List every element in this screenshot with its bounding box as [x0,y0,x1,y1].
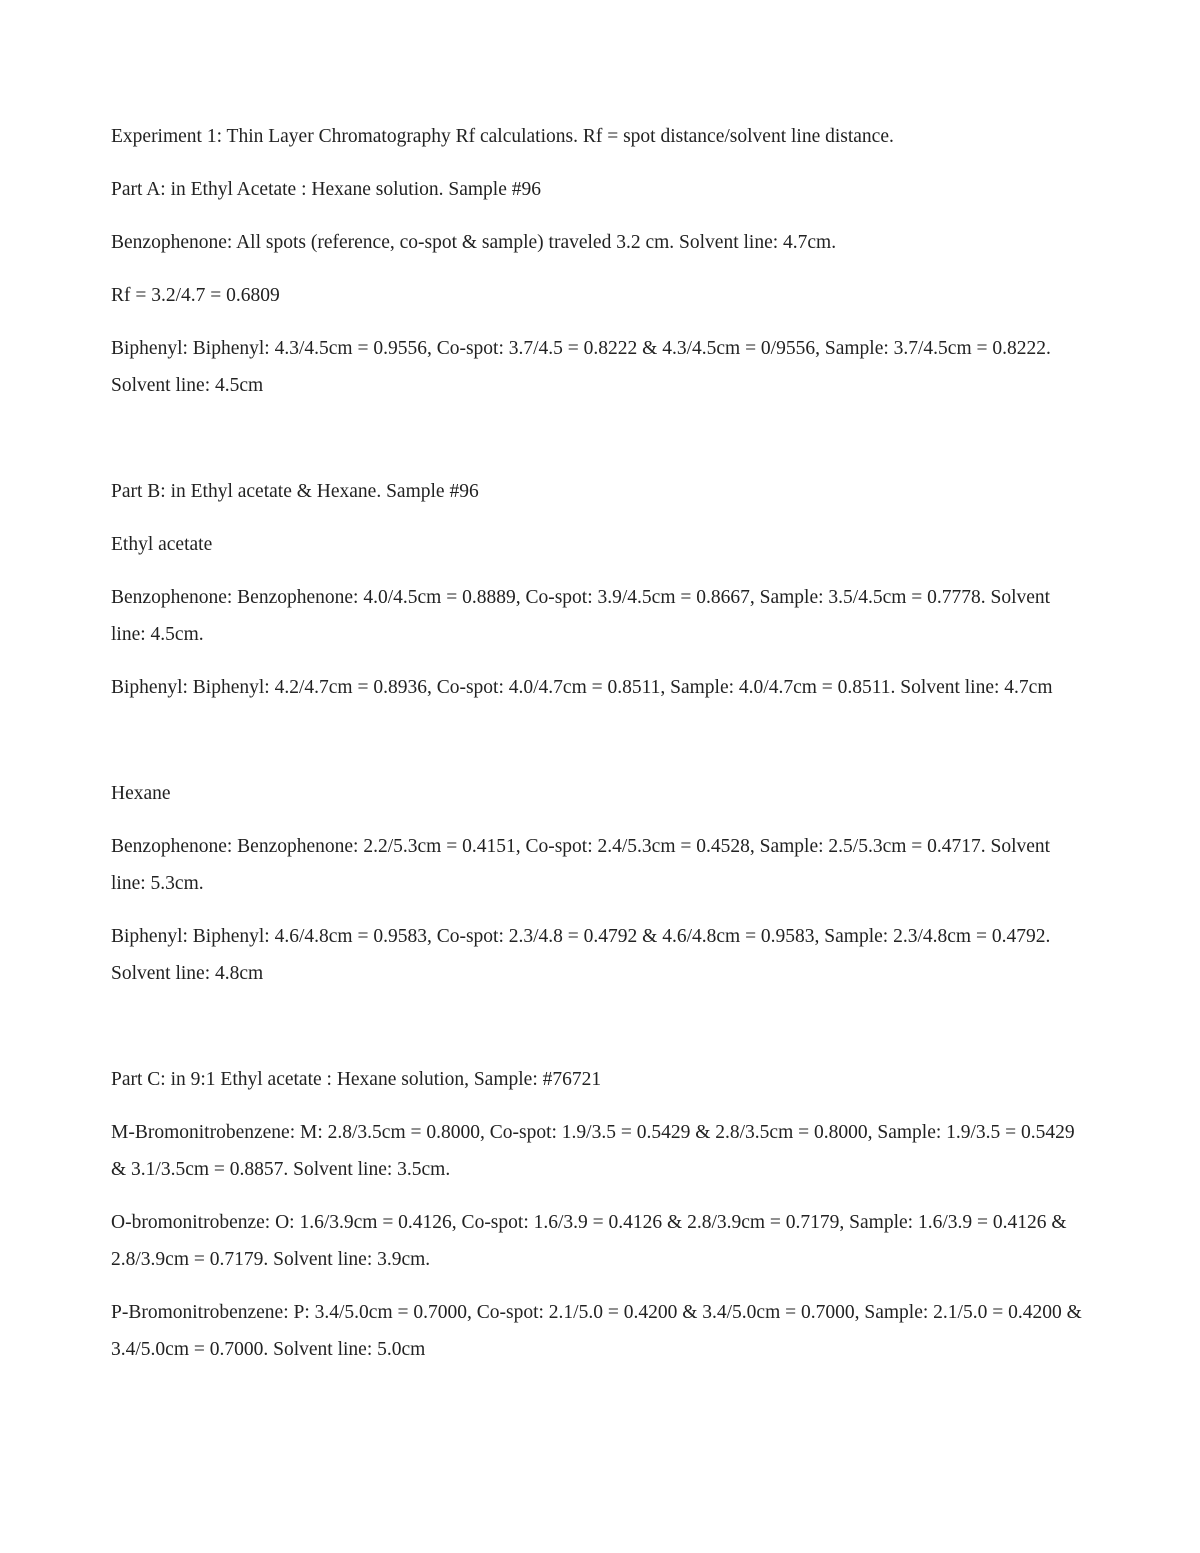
section-spacer [111,420,1086,473]
part-b-hexane-benzophenone: Benzophenone: Benzophenone: 2.2/5.3cm = 0.4151, Co-spot: 2.4/5.3cm = 0.4528, Sample: 2.5/5.3cm = 0.4717. Solvent line: 5.3cm. [111,836,1051,894]
section-spacer [111,1008,1086,1061]
part-b-ethyl-acetate-benzophenone: Benzophenone: Benzophenone: 4.0/4.5cm = 0.8889, Co-spot: 3.9/4.5cm = 0.8667, Sample: 3.5/4.5cm = 0.7778. Solvent line: 4.5cm. [111,587,1051,645]
part-a-benzophenone: Benzophenone: All spots (reference, co-spot & sample) traveled 3.2 cm. Solvent line: 4.7cm. [111,232,837,253]
part-b-heading: Part B: in Ethyl acetate & Hexane. Sample #96 [111,481,479,502]
part-a-biphenyl: Biphenyl: Biphenyl: 4.3/4.5cm = 0.9556, Co-spot: 3.7/4.5 = 0.8222 & 4.3/4.5cm = 0/9556, Sample: 3.7/4.5cm = 0.8222. Solvent line: 4.5cm [111,338,1051,396]
section-spacer [111,722,1086,775]
part-c-heading: Part C: in 9:1 Ethyl acetate : Hexane solution, Sample: #76721 [111,1069,602,1090]
part-b-hexane-biphenyl: Biphenyl: Biphenyl: 4.6/4.8cm = 0.9583, Co-spot: 2.3/4.8 = 0.4792 & 4.6/4.8cm = 0.9583, Sample: 2.3/4.8cm = 0.4792. Solvent line: 4.8cm [111,926,1051,984]
document-body [111,118,1086,1384]
part-b-ethyl-acetate-label: Ethyl acetate [111,534,213,555]
part-c-o-bromonitrobenzene: O-bromonitrobenze: O: 1.6/3.9cm = 0.4126, Co-spot: 1.6/3.9 = 0.4126 & 2.8/3.9cm = 0.7179, Sample: 1.6/3.9 = 0.4126 & 2.8/3.9cm = 0.7179. Solvent line: 3.9cm. [111,1212,1067,1270]
document-title: Experiment 1: Thin Layer Chromatography Rf calculations. Rf = spot distance/solvent line distance. [111,126,894,147]
part-a-heading: Part A: in Ethyl Acetate : Hexane solution. Sample #96 [111,179,542,200]
part-c-p-bromonitrobenzene: P-Bromonitrobenzene: P: 3.4/5.0cm = 0.7000, Co-spot: 2.1/5.0 = 0.4200 & 3.4/5.0cm = 0.7000, Sample: 2.1/5.0 = 0.4200 & 3.4/5.0cm = 0.7000. Solvent line: 5.0cm [111,1302,1082,1360]
part-a-rf: Rf = 3.2/4.7 = 0.6809 [111,285,280,306]
part-c-m-bromonitrobenzene: M-Bromonitrobenzene: M: 2.8/3.5cm = 0.8000, Co-spot: 1.9/3.5 = 0.5429 & 2.8/3.5cm = 0.8000, Sample: 1.9/3.5 = 0.5429 & 3.1/3.5cm = 0.8857. Solvent line: 3.5cm. [111,1122,1075,1180]
part-b-ethyl-acetate-biphenyl: Biphenyl: Biphenyl: 4.2/4.7cm = 0.8936, Co-spot: 4.0/4.7cm = 0.8511, Sample: 4.0/4.7cm = 0.8511. Solvent line: 4.7cm [111,677,1053,698]
part-b-hexane-label: Hexane [111,783,171,804]
